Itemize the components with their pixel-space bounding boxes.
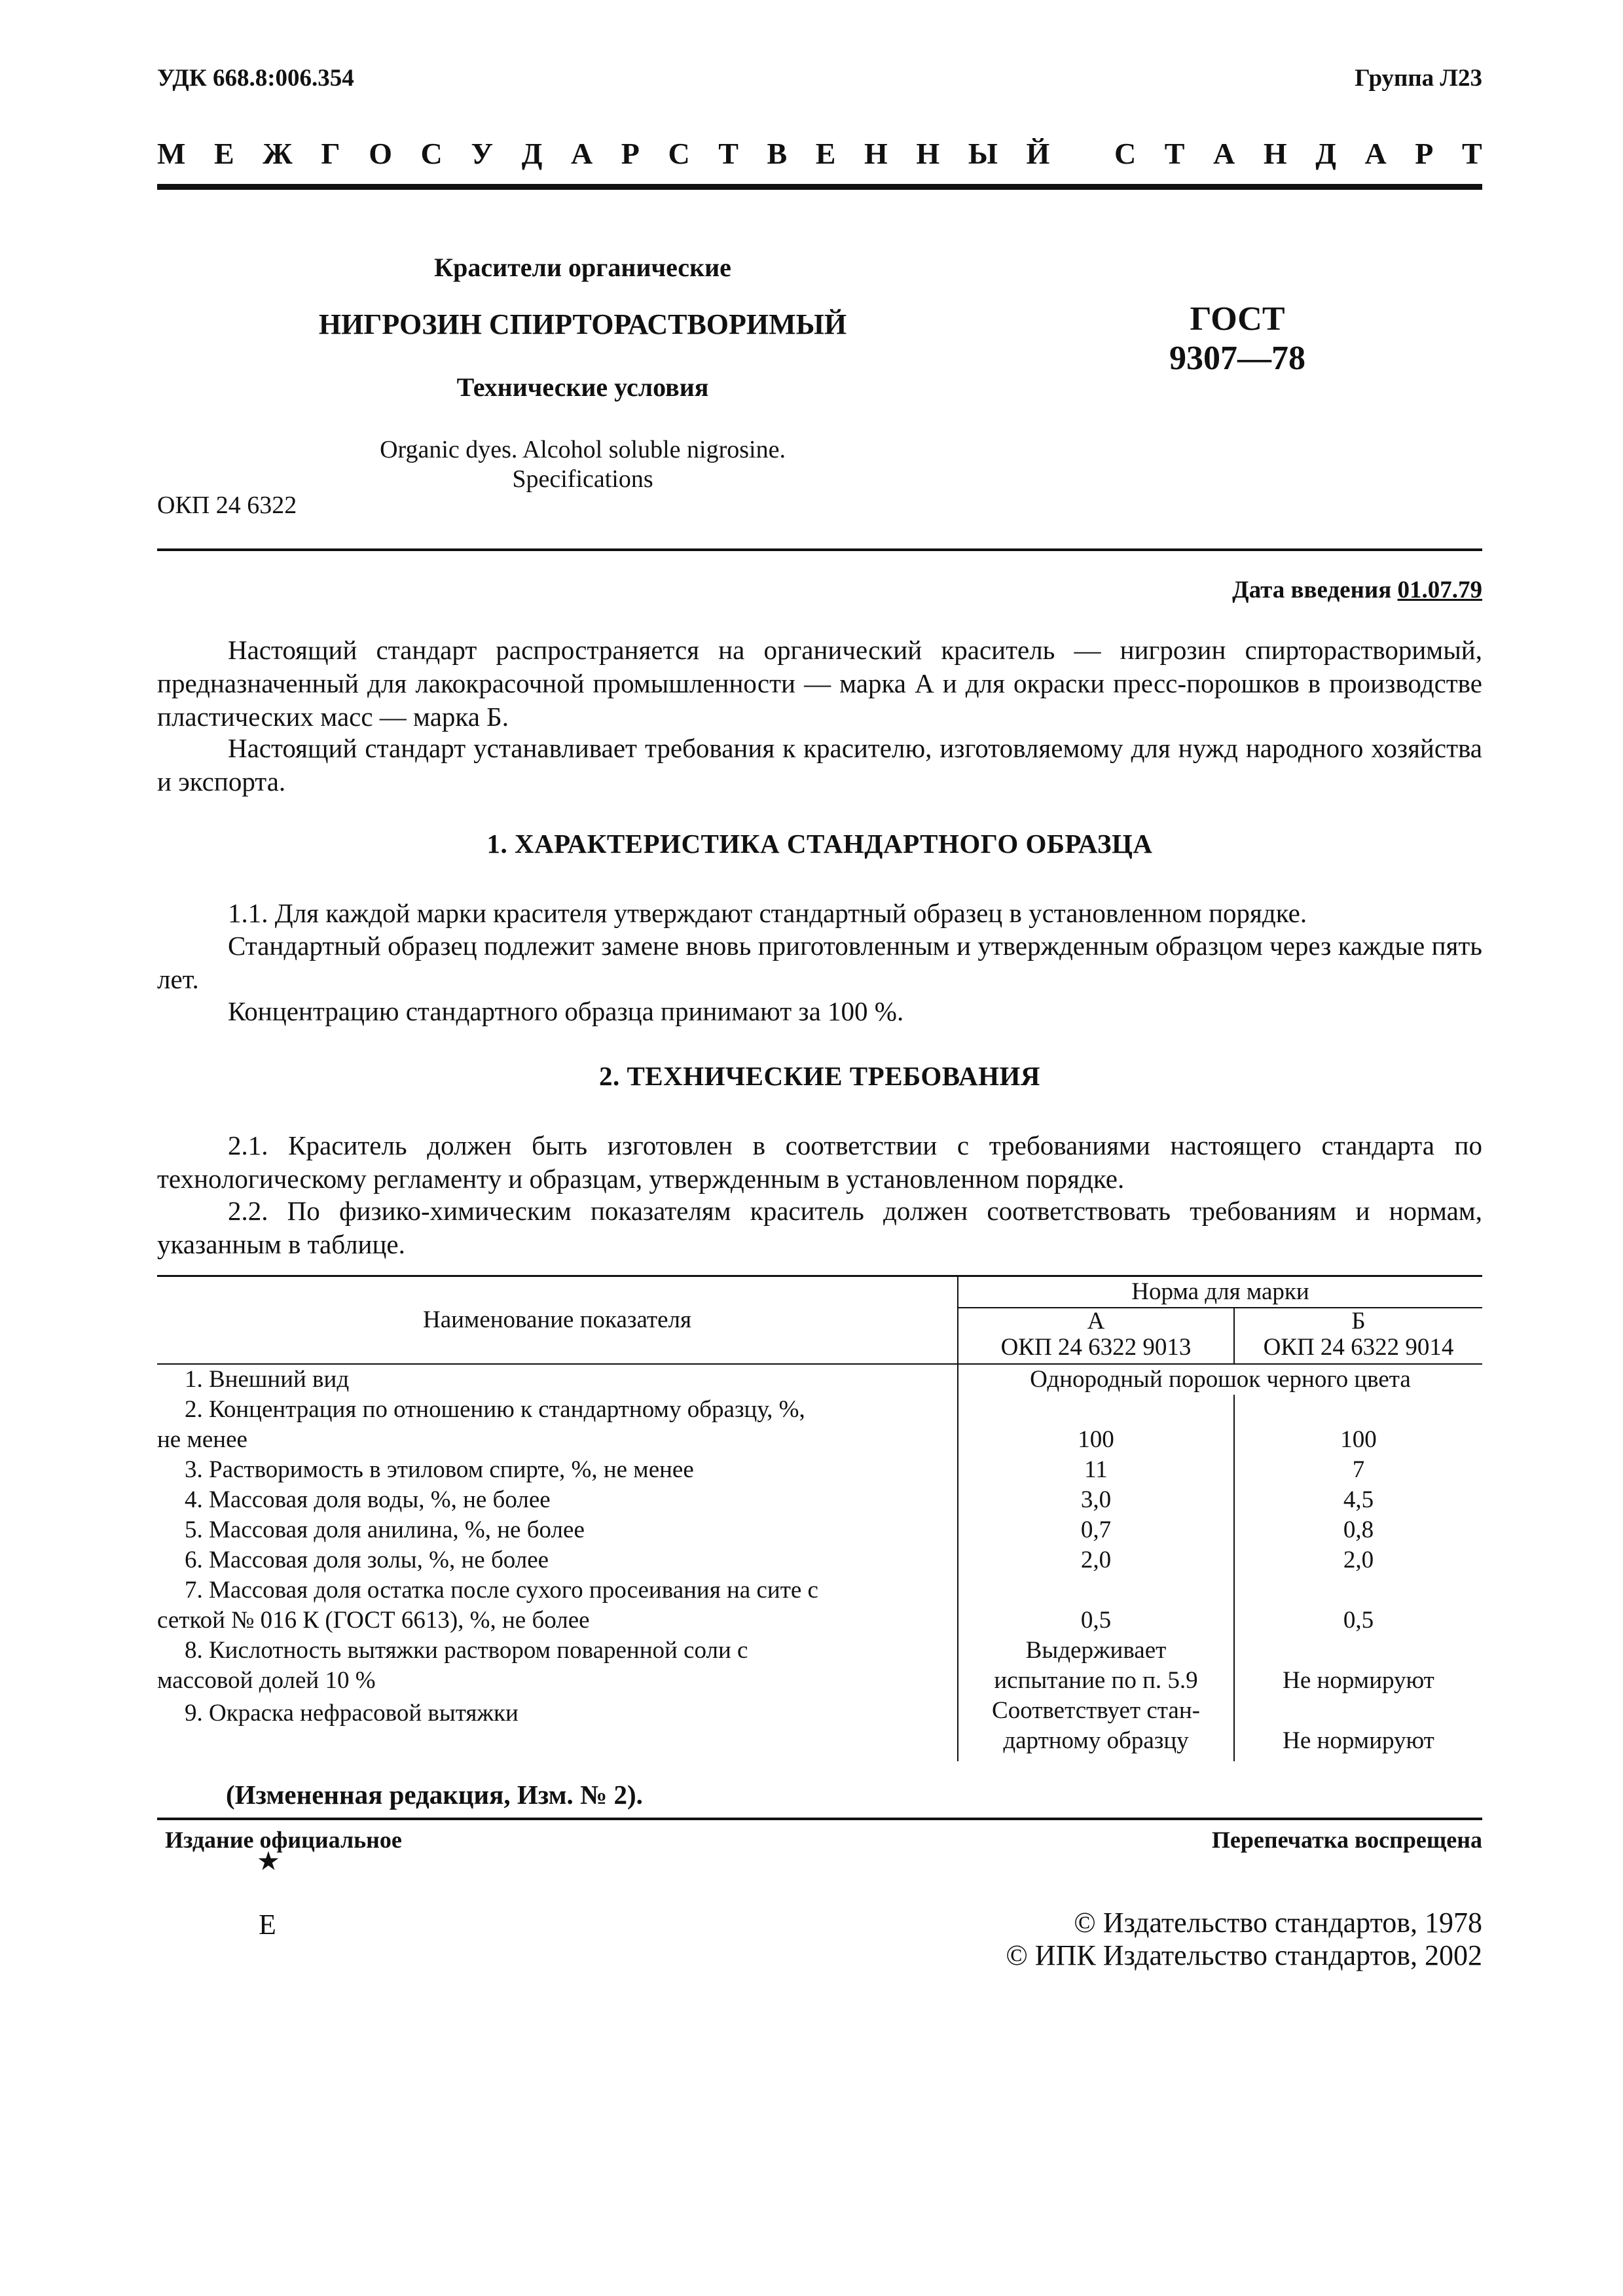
section-heading-1: 1. ХАРАКТЕРИСТИКА СТАНДАРТНОГО ОБРАЗЦА [486, 829, 1153, 859]
banner-letter: В [767, 137, 788, 170]
banner-letter: С [668, 137, 690, 170]
row-value-a: 0,7 [958, 1515, 1234, 1545]
group-code: Группа Л23 [1355, 65, 1482, 92]
paragraph-1-1-replacement: Стандартный образец подлежит замене вновь приготовленным и утвержденным образцом через каждые пять лет. [157, 931, 1482, 994]
row-value-a [958, 1696, 1234, 1761]
row-name: 5. Массовая доля анилина, %, не более [185, 1516, 585, 1543]
table-row [157, 1364, 1482, 1395]
row-value-b: 2,0 [1234, 1545, 1482, 1575]
banner-letter: А [1364, 137, 1387, 170]
header-grade-b [1234, 1308, 1482, 1364]
row-name: 1. Внешний вид [185, 1366, 350, 1393]
row-name-line1: 2. Концентрация по отношению к стандартному образцу, %, [185, 1396, 805, 1423]
table-row [157, 1515, 1482, 1545]
row-value-b: 0,8 [1234, 1515, 1482, 1545]
table-row [157, 1455, 1482, 1485]
table-row [157, 1485, 1482, 1515]
paragraph-requirements: Настоящий стандарт устанавливает требования к красителю, изготовляемому для нужд народного хозяйства и экспорта. [157, 733, 1482, 797]
copyright-1978: © Издательство стандартов, 1978 [1074, 1907, 1482, 1939]
row-value-b: Не нормируют [1234, 1636, 1482, 1696]
row-value-b: 7 [1234, 1455, 1482, 1485]
row-value-a-line2: дартному образцу [1003, 1727, 1189, 1754]
row-name [157, 1575, 958, 1636]
gost-label: ГОСТ [1190, 300, 1285, 338]
category-title: Красители органические [434, 253, 731, 282]
row-name-line1: 7. Массовая доля остатка после сухого просеивания на сите с [185, 1577, 818, 1604]
requirements-table [157, 1275, 1482, 1761]
row-name [157, 1636, 958, 1696]
header-norm-for-grade: Норма для марки [958, 1276, 1482, 1308]
interstate-standard-banner [157, 137, 1482, 170]
english-title-line2: Specifications [512, 465, 653, 493]
banner-letter: Д [521, 137, 543, 170]
row-name-line2: не менее [157, 1426, 247, 1453]
banner-letter [1078, 137, 1086, 170]
paragraph-scope: Настоящий стандарт распространяется на органический краситель — нигрозин спирторастворимый, предназначенный для лакокрасочной промышленности — марка А и для окраски пресс-порошков в производстве пластических масс — марка Б. [157, 635, 1482, 732]
udk-code: УДК 668.8:006.354 [157, 65, 354, 92]
banner-letter: Д [1315, 137, 1336, 170]
row-value-a [958, 1636, 1234, 1696]
intro-date-label: Дата введения [1232, 577, 1392, 603]
amendment-note: (Измененная редакция, Изм. № 2). [226, 1780, 643, 1810]
copyright-2002: © ИПК Издательство стандартов, 2002 [1006, 1939, 1482, 1971]
row-merged-value: Однородный порошок черного цвета [958, 1364, 1482, 1395]
table-row [157, 1545, 1482, 1575]
okp-code: ОКП 24 6322 [157, 492, 297, 519]
banner-letter: Е [815, 137, 836, 170]
banner-letter: Т [718, 137, 739, 170]
row-value-b: 4,5 [1234, 1485, 1482, 1515]
row-name: 3. Растворимость в этиловом спирте, %, не менее [185, 1456, 694, 1483]
row-value-a: 0,5 [958, 1575, 1234, 1636]
banner-letter: Г [321, 137, 340, 170]
header-indicator-name: Наименование показателя [157, 1276, 958, 1365]
grade-b-okp: ОКП 24 6322 9014 [1263, 1334, 1454, 1361]
banner-letter: У [471, 137, 494, 170]
row-value-a: 100 [958, 1395, 1234, 1455]
product-title: НИГРОЗИН СПИРТОРАСТВОРИМЫЙ [318, 308, 847, 340]
table-row [157, 1575, 1482, 1636]
banner-letter: Ж [263, 137, 293, 170]
banner-letter: Т [1461, 137, 1482, 170]
title-rule [157, 548, 1482, 551]
row-name-line2: сеткой № 016 К (ГОСТ 6613), %, не более [157, 1607, 590, 1634]
banner-letter: Т [1164, 137, 1185, 170]
table-row [157, 1696, 1482, 1761]
row-value-b: 0,5 [1234, 1575, 1482, 1636]
row-value-b: Не нормируют [1234, 1696, 1482, 1761]
banner-letter: А [570, 137, 593, 170]
intro-date-value: 01.07.79 [1397, 577, 1482, 603]
banner-letter: Р [1415, 137, 1434, 170]
row-value-a: 2,0 [958, 1545, 1234, 1575]
gost-designation [1126, 300, 1349, 378]
row-name-line2: массовой долей 10 % [157, 1667, 376, 1694]
header-grade-a [958, 1308, 1234, 1364]
table-row [157, 1395, 1482, 1455]
banner-letter: С [420, 137, 443, 170]
banner-letter: М [157, 137, 186, 170]
footer-rule [157, 1818, 1482, 1820]
banner-letter: Е [214, 137, 234, 170]
row-value-a: 11 [958, 1455, 1234, 1485]
star-icon: ★ [257, 1846, 280, 1876]
banner-letter: О [369, 137, 392, 170]
edition-letter: Е [259, 1909, 276, 1941]
row-name [157, 1395, 958, 1455]
paragraph-2-2: 2.2. По физико-химическим показателям краситель должен соответствовать требованиям и нормам, указанным в таблице. [157, 1196, 1482, 1259]
gost-number: 9307—78 [1169, 340, 1305, 377]
paragraph-2-1: 2.1. Краситель должен быть изготовлен в соответствии с требованиями настоящего стандарта по технологическому регламенту и образцам, утвержденным в установленном порядке. [157, 1130, 1482, 1194]
grade-a-label: А [1087, 1308, 1105, 1335]
row-value-b: 100 [1234, 1395, 1482, 1455]
row-value-a: 3,0 [958, 1485, 1234, 1515]
row-name: 6. Массовая доля золы, %, не более [185, 1547, 549, 1573]
grade-b-label: Б [1351, 1308, 1366, 1335]
banner-letter: С [1114, 137, 1137, 170]
header-rule [157, 184, 1482, 190]
subtitle: Технические условия [456, 372, 709, 402]
row-value-a-line1: Соответствует стан- [992, 1697, 1200, 1724]
english-title-line1: Organic dyes. Alcohol soluble nigrosine. [380, 436, 786, 463]
reprint-prohibited: Перепечатка воспрещена [1211, 1827, 1482, 1853]
table-row [157, 1636, 1482, 1696]
paragraph-1-1-concentration: Концентрацию стандартного образца принимают за 100 %. [228, 996, 904, 1026]
official-edition: Издание официальное [165, 1827, 402, 1853]
intro-date [1232, 576, 1482, 604]
banner-letter: Ы [968, 137, 998, 170]
row-name: 4. Массовая доля воды, %, не более [185, 1486, 551, 1513]
row-name-line1: 8. Кислотность вытяжки раствором поваренной соли с [185, 1637, 748, 1664]
row-name: 9. Окраска нефрасовой вытяжки [185, 1700, 519, 1727]
banner-letter: Н [864, 137, 888, 170]
banner-letter: Й [1026, 137, 1050, 170]
row-value-a-line1: Выдерживает [1025, 1637, 1167, 1664]
grade-a-okp: ОКП 24 6322 9013 [1000, 1334, 1192, 1361]
row-value-a-line2: испытание по п. 5.9 [994, 1667, 1198, 1694]
banner-letter: Н [916, 137, 940, 170]
paragraph-1-1: 1.1. Для каждой марки красителя утверждают стандартный образец в установленном порядке. [228, 898, 1307, 928]
banner-letter: Н [1263, 137, 1287, 170]
banner-letter: А [1213, 137, 1235, 170]
section-heading-2: 2. ТЕХНИЧЕСКИЕ ТРЕБОВАНИЯ [598, 1061, 1041, 1091]
banner-letter: Р [621, 137, 640, 170]
